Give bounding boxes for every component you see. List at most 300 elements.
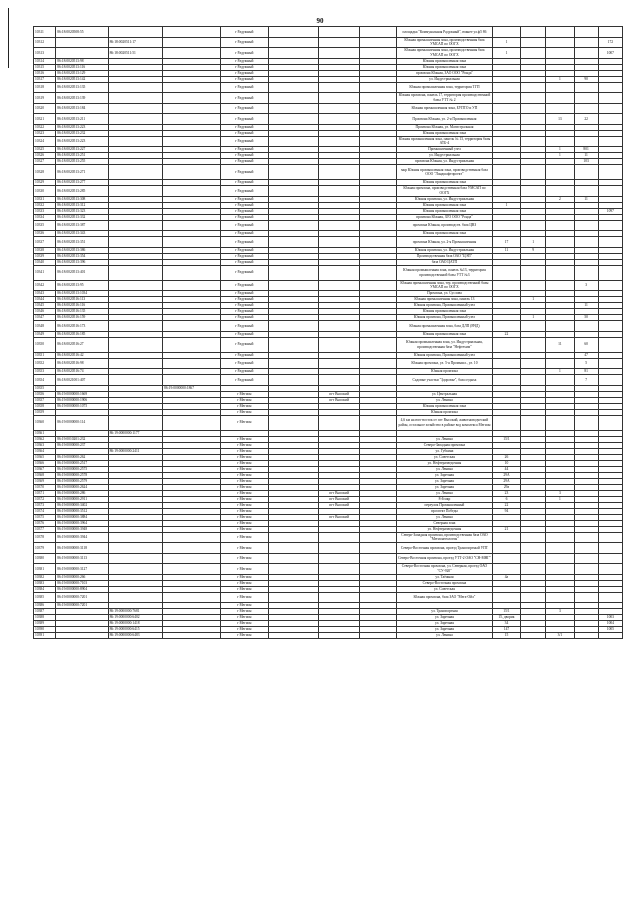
cell-address: Южная промышленная зона (397, 180, 493, 186)
cell-address: Северо-Восточная промзона, проезд Транспортный УПТ (397, 543, 493, 554)
cell-id: 10381 (34, 564, 56, 575)
cell-code-a: 86:19:0000000:1075 (56, 403, 108, 409)
cell-code-a: 86:18:0020513:401 (56, 265, 108, 280)
cell-address: Южная промышленная зона, производственная база УМСАП по ООГХ (397, 37, 493, 48)
cell-n1 (492, 337, 520, 352)
cell-code-c: 86:19:0000000:1867 (163, 385, 220, 391)
cell-locality: г Радужный (220, 231, 268, 237)
cell-locality: г Радужный (220, 48, 268, 59)
cell-col5 (268, 48, 318, 59)
cell-n1: 15/1 (492, 609, 520, 615)
cell-locality: г Радужный (220, 321, 268, 332)
cell-code-a: 86:18:0020516:185 (56, 331, 108, 337)
cell-code-a: 86:18:0020513:223 (56, 124, 108, 130)
cell-locality: г Мегион (220, 484, 268, 490)
cell-col6 (319, 114, 359, 125)
cell-n5 (598, 553, 622, 564)
cell-code-b: 86:19:0000000:2411 (108, 448, 162, 454)
cell-n5 (598, 633, 622, 639)
cell-id: 10375 (34, 514, 56, 520)
table-row (34, 280, 623, 291)
cell-locality: г Радужный (220, 352, 268, 358)
cell-locality: г Радужный (220, 297, 268, 303)
cell-id: 10352 (34, 358, 56, 369)
cell-n1: 22 (492, 331, 520, 337)
cell-code-a: 86:18:0020516:116 (56, 303, 108, 309)
cell-address: Южная промзона, Промышленный узел (397, 352, 493, 358)
cell-code-b (108, 93, 162, 104)
cell-address: ул. Советская (397, 454, 493, 460)
cell-n1 (492, 532, 520, 543)
cell-code-a: 86:18:0020513:277 (56, 180, 108, 186)
cell-col6: пгт Высокий (319, 490, 359, 496)
cell-id: 10374 (34, 508, 56, 514)
cell-id: 10359 (34, 409, 56, 415)
cell-id: 10325 (34, 147, 56, 153)
cell-address: Южная промышленная зона (397, 130, 493, 136)
cell-n4 (574, 321, 598, 332)
cell-n2 (521, 375, 546, 386)
cell-col6: пгт Высокий (319, 397, 359, 403)
cell-code-b (108, 592, 162, 603)
cell-code-c (163, 415, 220, 430)
cell-code-a: 86:18:0020513:98 (56, 58, 108, 64)
cell-address: промзона Южная, производств. база ЦВЗ (397, 220, 493, 231)
cell-col5 (268, 553, 318, 564)
cell-code-a: 86:19:0000000:7103 (56, 580, 108, 586)
cell-col6 (319, 186, 359, 197)
cell-address: ул. Губкина (397, 448, 493, 454)
cell-code-c (163, 48, 220, 59)
cell-n3 (546, 564, 574, 575)
cell-address: Южная промзона, ул. 5-я Промышл., ул. 10 (397, 358, 493, 369)
cell-n4 (574, 220, 598, 231)
cell-col6 (319, 37, 359, 48)
cell-n2 (521, 337, 546, 352)
cell-id: 10344 (34, 297, 56, 303)
cell-code-a: 86:19:0000000:3118 (56, 543, 108, 554)
cell-n3 (546, 136, 574, 147)
cell-locality: г Радужный (220, 315, 268, 321)
cell-id: 10331 (34, 196, 56, 202)
cell-n1 (492, 93, 520, 104)
cell-address: Промзона, ул. Суслова (397, 291, 493, 297)
cell-code-c (163, 375, 220, 386)
cell-code-a: 86:19:0000000:2624 (56, 484, 108, 490)
cell-locality: г Радужный (220, 369, 268, 375)
cell-address: мкр Южная промышленная зона, производственная база ООО "Ландшафтпроект" (397, 165, 493, 180)
register-rows (34, 27, 623, 639)
cell-code-c (163, 337, 220, 352)
cell-address: Северо-Восточная промзона (397, 580, 493, 586)
cell-locality: г Радужный (220, 247, 268, 253)
cell-code-a: 86:18:0020513:387 (56, 220, 108, 231)
cell-locality: г Радужный (220, 259, 268, 265)
cell-n1: 17 (492, 237, 520, 248)
cell-id: 10342 (34, 280, 56, 291)
cell-address: Южная промышленная зона, ул. Индустриальная, производственная база "Нефтехим" (397, 337, 493, 352)
cell-col7 (359, 48, 396, 59)
cell-n1 (492, 265, 520, 280)
cell-locality: г Радужный (220, 93, 268, 104)
cell-n3 (546, 93, 574, 104)
cell-address: Южная промзона, панель 17, территория производственной базы УТТ № 2 (397, 93, 493, 104)
cell-locality: г Радужный (220, 208, 268, 214)
cell-code-a: 86:19:0000000:3402 (56, 502, 108, 508)
cell-n2 (521, 37, 546, 48)
cell-address: Южная промзона, ул. Индустриальная (397, 196, 493, 202)
cell-locality: г Радужный (220, 130, 268, 136)
cell-n4 (574, 186, 598, 197)
cell-n4: 103 (574, 159, 598, 165)
cell-id: 10348 (34, 321, 56, 332)
cell-id: 10388 (34, 615, 56, 621)
cell-id: 10384 (34, 586, 56, 592)
cell-id: 10350 (34, 337, 56, 352)
cell-n3: 1 (546, 153, 574, 159)
cell-n1 (492, 103, 520, 114)
cell-col5 (268, 27, 318, 38)
cell-code-a: 86:19:0000000:2578 (56, 472, 108, 478)
cell-address: Южная промышленная зона (397, 403, 493, 409)
cell-n4 (574, 165, 598, 180)
cell-locality: г Мегион (220, 603, 268, 609)
cell-id: 10391 (34, 633, 56, 639)
cell-address: Северная зона (397, 520, 493, 526)
cell-id: 10367 (34, 466, 56, 472)
cell-address: Южная промышленная зона, панель 13 (397, 297, 493, 303)
cell-n1: 1 (492, 48, 520, 59)
cell-locality: г Радужный (220, 265, 268, 280)
cell-n5 (598, 237, 622, 248)
cell-col6 (319, 633, 359, 639)
cell-locality: г Радужный (220, 337, 268, 352)
cell-locality: г Радужный (220, 70, 268, 76)
cell-address: ул. Советская (397, 586, 493, 592)
cell-n4 (574, 265, 598, 280)
cell-n5 (598, 592, 622, 603)
cell-col6 (319, 48, 359, 59)
table-row (34, 564, 623, 575)
cell-n1: 15, дворик (492, 615, 520, 621)
cell-code-a: 86:18:0020513:1034 (56, 291, 108, 297)
cell-address: Южная промышленная зона (397, 331, 493, 337)
cell-code-a: 86:18:0020513:354 (56, 253, 108, 259)
cell-col7 (359, 633, 396, 639)
cell-address: Южная промзона, база ЗАО "Мега-Ойл" (397, 592, 493, 603)
cell-col6 (319, 27, 359, 38)
cell-code-b: 86:19:0000000:6483 (108, 633, 162, 639)
cell-address: Южная промзона, Промышленный узел (397, 315, 493, 321)
cell-n3 (546, 220, 574, 231)
cell-n2: 1 (521, 297, 546, 303)
cell-locality: г Мегион (220, 592, 268, 603)
cell-n4: 7 (574, 375, 598, 386)
cell-id: 10372 (34, 496, 56, 502)
cell-n1 (492, 136, 520, 147)
cell-code-a: 86:18:0020513:271 (56, 165, 108, 180)
cell-locality: г Радужный (220, 136, 268, 147)
cell-locality: г Мегион (220, 442, 268, 448)
cell-n3 (546, 237, 574, 248)
cell-id: 10363 (34, 442, 56, 448)
cell-code-a: 86:18:0020513:211 (56, 114, 108, 125)
cell-col6 (319, 543, 359, 554)
cell-code-a: 86:18:0020513:116 (56, 64, 108, 70)
cell-code-a: 86:19:0000000:114 (56, 415, 108, 430)
cell-col7 (359, 114, 396, 125)
cell-n3: 2 (546, 196, 574, 202)
cell-col6 (319, 165, 359, 180)
cell-n5: 1003 (598, 615, 622, 621)
cell-id: 10364 (34, 448, 56, 454)
cell-code-b (108, 136, 162, 147)
cell-code-a: 86:18:0020513:184 (56, 103, 108, 114)
cell-col5 (268, 375, 318, 386)
cell-col7 (359, 543, 396, 554)
cell-code-c (163, 321, 220, 332)
cell-id: 10334 (34, 214, 56, 220)
table-row (34, 82, 623, 93)
cell-n2 (521, 633, 546, 639)
cell-id: 10324 (34, 136, 56, 147)
cell-address: Промзона Южная, ул. 2-я Промышленная (397, 114, 493, 125)
cell-code-c (163, 165, 220, 180)
cell-code-a: 86:19:0000000:2517 (56, 460, 108, 466)
register-table (33, 26, 623, 639)
cell-code-b (108, 165, 162, 180)
cell-col7 (359, 553, 396, 564)
table-row (34, 553, 623, 564)
cell-locality: г Радужный (220, 309, 268, 315)
cell-code-a: 86:19:0000000:7201 (56, 592, 108, 603)
cell-n5 (598, 265, 622, 280)
cell-id: 10371 (34, 490, 56, 496)
cell-n2 (521, 280, 546, 291)
cell-n5 (598, 27, 622, 38)
cell-address: ул. Заречная (397, 615, 493, 621)
cell-code-a: 86:18:0020516:159 (56, 315, 108, 321)
cell-n3 (546, 553, 574, 564)
cell-n5 (598, 136, 622, 147)
cell-n1: 11 (492, 247, 520, 253)
cell-col5 (268, 136, 318, 147)
cell-n1 (492, 280, 520, 291)
cell-n1 (492, 592, 520, 603)
cell-code-a: 86:19:0000000:2575 (56, 466, 108, 472)
cell-id: 10332 (34, 202, 56, 208)
cell-address: база ОАО ЦАТП (397, 259, 493, 265)
cell-locality: г Мегион (220, 454, 268, 460)
cell-locality: г Радужный (220, 280, 268, 291)
cell-n2 (521, 220, 546, 231)
cell-col6 (319, 220, 359, 231)
cell-locality: г Мегион (220, 526, 268, 532)
cell-n3: 1 (546, 496, 574, 502)
cell-n1: 21 (492, 526, 520, 532)
cell-code-a: 86:18:0020513:251 (56, 153, 108, 159)
cell-locality: г Радужный (220, 358, 268, 369)
cell-n1 (492, 114, 520, 125)
cell-col7 (359, 592, 396, 603)
cell-address: промзона Южная, ЗАО ООО "Ронда" (397, 70, 493, 76)
cell-n4 (574, 633, 598, 639)
cell-n4 (574, 532, 598, 543)
cell-col6 (319, 532, 359, 543)
cell-col5 (268, 114, 318, 125)
cell-col6 (319, 237, 359, 248)
cell-n3: 1 (546, 76, 574, 82)
cell-code-a: 86:18:0020513:95 (56, 280, 108, 291)
cell-n5 (598, 186, 622, 197)
table-row (34, 532, 623, 543)
cell-n2 (521, 82, 546, 93)
cell-n4: 22 (574, 114, 598, 125)
cell-n3 (546, 186, 574, 197)
cell-id: 10338 (34, 247, 56, 253)
cell-n2 (521, 321, 546, 332)
cell-address: Южная промышленная зона, панель № 13, территория базы АТБ-4 (397, 136, 493, 147)
cell-n2 (521, 592, 546, 603)
cell-n5 (598, 321, 622, 332)
cell-code-c (163, 532, 220, 543)
cell-col6: пгт Высокий (319, 502, 359, 508)
table-row (34, 220, 623, 231)
cell-col6 (319, 265, 359, 280)
cell-code-a: 86:19:0000000:3113 (56, 553, 108, 564)
cell-address: Южная промышленная зона, территория ТГП (397, 82, 493, 93)
cell-address: ул. Ленина (397, 466, 493, 472)
cell-n2 (521, 103, 546, 114)
cell-id: 10326 (34, 153, 56, 159)
cell-locality: г Радужный (220, 291, 268, 297)
cell-code-a: 86:19:0000000:266 (56, 574, 108, 580)
cell-locality: г Радужный (220, 331, 268, 337)
cell-col6 (319, 321, 359, 332)
cell-locality: г Мегион (220, 415, 268, 430)
cell-code-c (163, 358, 220, 369)
cell-code-a: 86:18:0020513:129 (56, 70, 108, 76)
cell-n3 (546, 358, 574, 369)
table-row (34, 114, 623, 125)
cell-code-a: 86:18:0020513:351 (56, 237, 108, 248)
cell-n2 (521, 553, 546, 564)
cell-id: 10316 (34, 70, 56, 76)
cell-address: 4,6 км на юго-восток от пгт Высокий, животноводческий район, остальное хозяйство в районе вод комплекса Мегион (397, 415, 493, 430)
cell-code-c (163, 103, 220, 114)
cell-code-a: 86:18:0021001:407 (56, 375, 108, 386)
cell-address: ул. Нефтеразведочная (397, 460, 493, 466)
cell-code-a: 86:18:0020513:139 (56, 93, 108, 104)
cell-address: 8-й мкр (397, 496, 493, 502)
cell-locality: г Радужный (220, 375, 268, 386)
table-row (34, 237, 623, 248)
cell-address: Южная промышленная зона (397, 231, 493, 237)
cell-n4: 11 (574, 153, 598, 159)
cell-id: 10380 (34, 553, 56, 564)
cell-locality: г Мегион (220, 532, 268, 543)
table-row (34, 165, 623, 180)
cell-address: Садовые участки "Здоровье", база отдыха (397, 375, 493, 386)
cell-locality: г Мегион (220, 627, 268, 633)
cell-locality: г Мегион (220, 472, 268, 478)
cell-n5: 1005 (598, 627, 622, 633)
cell-n1: 29А (492, 472, 520, 478)
cell-code-a: 86:18:0020513:232 (56, 130, 108, 136)
cell-address: Южная промышленная зона, панель №13, территория производственной базы УТТ №3 (397, 265, 493, 280)
page-number: 90 (316, 17, 324, 25)
cell-locality: г Радужный (220, 220, 268, 231)
cell-col5 (268, 358, 318, 369)
cell-col7 (359, 27, 396, 38)
table-row (34, 592, 623, 603)
cell-n5 (598, 337, 622, 352)
cell-locality: г Мегион (220, 460, 268, 466)
cell-id: 10370 (34, 484, 56, 490)
cell-code-b (108, 553, 162, 564)
cell-code-a: 86:19:0000000:237 (56, 442, 108, 448)
cell-id: 10360 (34, 415, 56, 430)
cell-n4 (574, 553, 598, 564)
cell-locality: г Мегион (220, 586, 268, 592)
cell-code-a: 86:19:0000000:1669 (56, 391, 108, 397)
cell-locality: г Мегион (220, 466, 268, 472)
cell-code-a: 86:19:0000000:3512 (56, 508, 108, 514)
cell-n1: 22 (492, 502, 520, 508)
cell-col7 (359, 103, 396, 114)
cell-code-b (108, 337, 162, 352)
cell-id: 10349 (34, 331, 56, 337)
cell-id: 10355 (34, 385, 56, 391)
cell-address: ул. Ленина (397, 436, 493, 442)
cell-n1: 147 (492, 627, 520, 633)
cell-locality: г Радужный (220, 103, 268, 114)
cell-col5 (268, 532, 318, 543)
cell-n4 (574, 37, 598, 48)
cell-id: 10333 (34, 208, 56, 214)
cell-locality: г Мегион (220, 409, 268, 415)
cell-locality: г Радужный (220, 58, 268, 64)
cell-id: 10357 (34, 397, 56, 403)
cell-n3: 13 (546, 114, 574, 125)
cell-col5 (268, 592, 318, 603)
cell-n3 (546, 37, 574, 48)
cell-address: Промзона Южная, ул. Магистральная (397, 124, 493, 130)
cell-col5 (268, 220, 318, 231)
cell-code-a: 86:18:0020513:312 (56, 202, 108, 208)
cell-n3 (546, 265, 574, 280)
cell-n1: 29а (492, 484, 520, 490)
cell-locality: г Мегион (220, 621, 268, 627)
cell-code-b (108, 543, 162, 554)
cell-code-a: 86:18:0020516:27 (56, 337, 108, 352)
cell-col5 (268, 415, 318, 430)
table-row (34, 136, 623, 147)
cell-code-a: 86:19:0000000:1906 (56, 397, 108, 403)
cell-n3 (546, 103, 574, 114)
cell-n3 (546, 280, 574, 291)
cell-col5 (268, 564, 318, 575)
cell-n5: 172 (598, 37, 622, 48)
cell-n1: 15/1 (492, 436, 520, 442)
cell-col5 (268, 633, 318, 639)
cell-n1 (492, 27, 520, 38)
cell-locality: г Мегион (220, 543, 268, 554)
cell-locality: г Радужный (220, 76, 268, 82)
cell-code-a: 86:18:0020513:386 (56, 247, 108, 253)
cell-code-b (108, 265, 162, 280)
cell-id: 10317 (34, 76, 56, 82)
